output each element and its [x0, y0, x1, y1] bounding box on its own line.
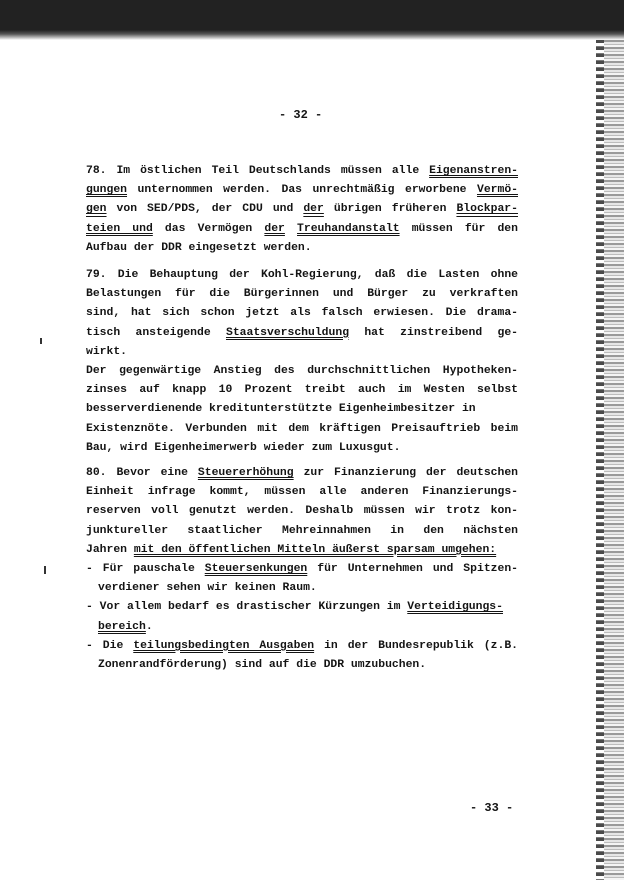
- text-line: teien und das Vermögen der Treuhandanstalt müssen für den: [86, 222, 518, 235]
- header-page-number: - 32 -: [279, 108, 323, 122]
- margin-mark: [44, 566, 46, 574]
- text-line: Der gegenwärtige Anstieg des durchschnittlichen Hypotheken-: [86, 364, 518, 377]
- text-line: 80. Bevor eine Steuererhöhung zur Finanzierung der deutschen: [86, 467, 518, 479]
- text-line: Zonenrandförderung) sind auf die DDR umzubuchen.: [98, 658, 427, 671]
- text-line: verdiener sehen wir keinen Raum.: [98, 582, 317, 595]
- text-line: gen von SED/PDS, der CDU und der übrigen früheren Blockpar-: [86, 203, 518, 216]
- text-line: Jahren mit den öffentlichen Mitteln äußerst sparsam umgehen:: [86, 543, 497, 556]
- text-line: besserverdienende kreditunterstützte Eigenheimbesitzer in: [86, 403, 476, 416]
- paragraph-79: [86, 266, 518, 458]
- text-line: gungen unternommen werden. Das unrechtmäßig erworbene Vermö-: [86, 184, 518, 197]
- bullet-item: - Für pauschale Steuersenkungen für Unternehmen und Spitzen-: [86, 562, 518, 575]
- text-line: Aufbau der DDR eingesetzt werden.: [86, 241, 312, 254]
- text-line: Einheit infrage kommt, müssen alle anderen Finanzierungs-: [86, 486, 518, 499]
- text-line: Existenznöte. Verbunden mit dem kräftigen Preisauftrieb beim: [86, 422, 518, 435]
- text-line: tisch ansteigende Staatsverschuldung hat zinstreibend ge-: [86, 326, 518, 339]
- paragraph-78: [86, 162, 518, 258]
- text-line: zinses auf knapp 10 Prozent treibt auch im Westen selbst: [86, 384, 518, 397]
- text-line: reserven voll genutzt werden. Deshalb müssen wir trotz kon-: [86, 505, 518, 518]
- text-line: bereich.: [98, 620, 153, 633]
- bullet-item: - Vor allem bedarf es drastischer Kürzungen im Verteidigungs-: [86, 601, 503, 614]
- text-line: Belastungen für die Bürgerinnen und Bürger zu verkraften: [86, 288, 518, 301]
- scan-right-edge: [596, 40, 624, 880]
- text-line: Bau, wird Eigenheimerwerb wieder zum Luxusgut.: [86, 441, 401, 454]
- text-line: 79. Die Behauptung der Kohl-Regierung, daß die Lasten ohne: [86, 269, 518, 281]
- paragraph-80: [86, 464, 518, 675]
- text-line: 78. Im östlichen Teil Deutschlands müssen alle Eigenanstren-: [86, 165, 518, 177]
- margin-mark: [40, 338, 42, 344]
- text-line: junktureller staatlicher Mehreinnahmen in den nächsten: [86, 524, 518, 537]
- text-line: sind, hat sich schon jetzt als falsch erwiesen. Die drama-: [86, 307, 518, 320]
- text-line: wirkt.: [86, 345, 128, 358]
- footer-page-number: - 33 -: [470, 801, 514, 815]
- scan-top-shadow: [0, 0, 624, 40]
- bullet-item: - Die teilungsbedingten Ausgaben in der Bundesrepublik (z.B.: [86, 639, 518, 652]
